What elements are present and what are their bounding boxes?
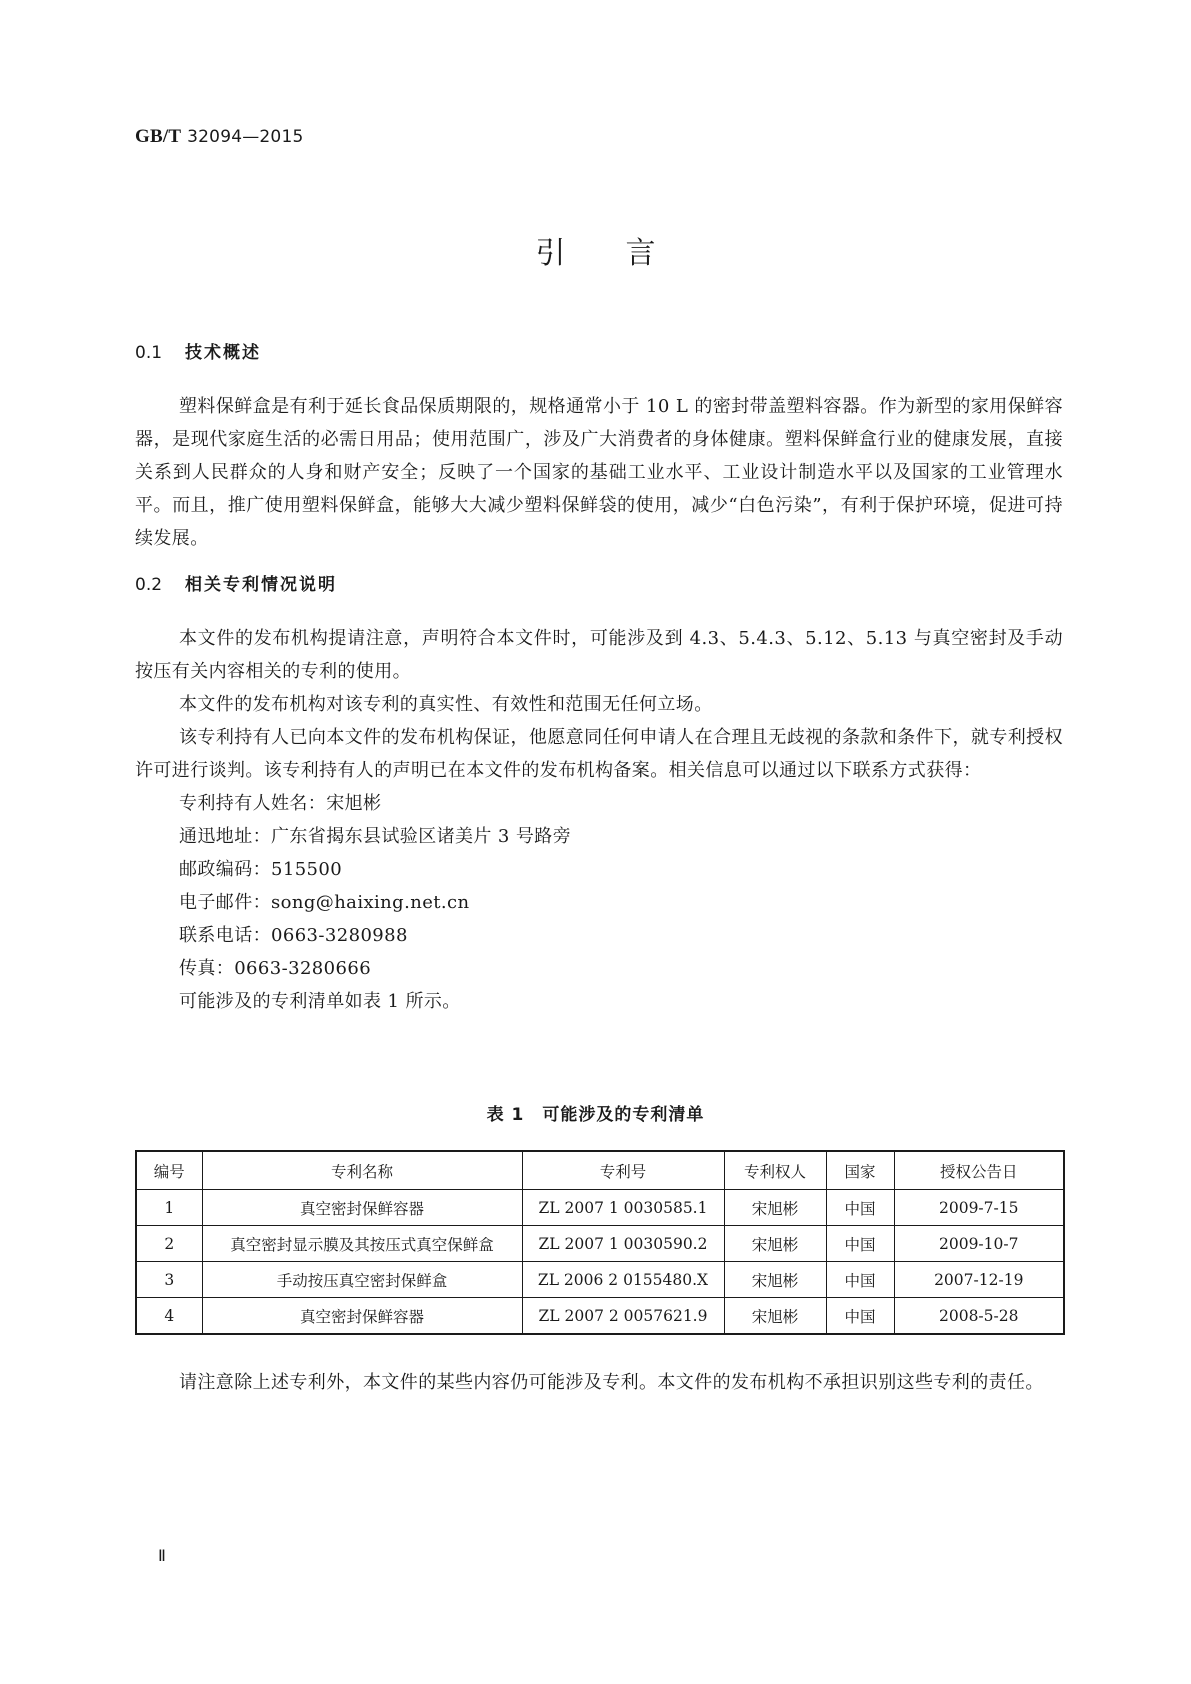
header-holder: 专利权人 <box>724 1151 826 1190</box>
contact-email: 电子邮件：song@haixing.net.cn <box>179 892 470 913</box>
patent-table <box>135 1150 1065 1335</box>
cell-holder: 宋旭彬 <box>724 1226 826 1262</box>
header-grant-date: 授权公告日 <box>894 1151 1064 1190</box>
section-heading-0-2 <box>135 570 337 595</box>
section-heading-0-1 <box>135 338 261 363</box>
cell-number: 4 <box>136 1298 202 1335</box>
contact-postcode: 邮政编码：515500 <box>179 859 343 880</box>
section-title: 技术概述 <box>185 343 261 363</box>
cell-patent-name: 真空密封显示膜及其按压式真空保鲜盒 <box>202 1226 522 1262</box>
contact-fax: 传真：0663-3280666 <box>179 958 372 979</box>
header-number: 编号 <box>136 1151 202 1190</box>
paragraph: 塑料保鲜盒是有利于延长食品保质期限的，规格通常小于 10 L 的密封带盖塑料容器。作为新型的家用保鲜容器，是现代家庭生活的必需日用品；使用范围广，涉及广大消费者的身体健康。塑料保鲜盒行业的健康发展，直接关系到人民群众的人身和财产安全；反映了一个国家的基础工业水平、工业设计制造水平以及国家的工业管理水平。而且，推广使用塑料保鲜盒，能够大大减少塑料保鲜袋的使用，减少“白色污染”，有利于保护环境，促进可持续发展。 <box>135 396 1063 549</box>
paragraph: 请注意除上述专利外，本文件的某些内容仍可能涉及专利。本文件的发布机构不承担识别这些专利的责任。 <box>179 1372 1044 1393</box>
document-header <box>135 126 303 148</box>
header-country: 国家 <box>826 1151 894 1190</box>
cell-holder: 宋旭彬 <box>724 1190 826 1226</box>
cell-patent-id: ZL 2006 2 0155480.X <box>522 1262 724 1298</box>
paragraph: 该专利持有人已向本文件的发布机构保证，他愿意同任何申请人在合理且无歧视的条款和条件下，就专利授权许可进行谈判。该专利持有人的声明已在本文件的发布机构备案。相关信息可以通过以下联系方式获得： <box>135 727 1063 781</box>
standard-prefix: GB/T <box>135 126 182 147</box>
section-body-0-2 <box>135 622 1063 1018</box>
cell-grant-date: 2009-7-15 <box>894 1190 1064 1226</box>
page-number: Ⅱ <box>158 1546 166 1565</box>
cell-holder: 宋旭彬 <box>724 1262 826 1298</box>
table-caption: 表 1 可能涉及的专利清单 <box>486 1105 705 1125</box>
table-row <box>136 1226 1064 1262</box>
cell-patent-name: 真空密封保鲜容器 <box>202 1190 522 1226</box>
cell-country: 中国 <box>826 1298 894 1335</box>
table-row <box>136 1298 1064 1335</box>
cell-patent-name: 真空密封保鲜容器 <box>202 1298 522 1335</box>
cell-grant-date: 2007-12-19 <box>894 1262 1064 1298</box>
cell-number: 3 <box>136 1262 202 1298</box>
cell-country: 中国 <box>826 1262 894 1298</box>
standard-number: 32094—2015 <box>187 127 304 147</box>
page-title: 引言 <box>535 236 716 271</box>
table-header-row <box>136 1151 1064 1190</box>
contact-name: 专利持有人姓名：宋旭彬 <box>179 793 382 814</box>
closing-note <box>135 1366 1063 1399</box>
cell-holder: 宋旭彬 <box>724 1298 826 1335</box>
table-row <box>136 1262 1064 1298</box>
header-patent-name: 专利名称 <box>202 1151 522 1190</box>
cell-patent-id: ZL 2007 2 0057621.9 <box>522 1298 724 1335</box>
cell-patent-id: ZL 2007 1 0030590.2 <box>522 1226 724 1262</box>
cell-patent-name: 手动按压真空密封保鲜盒 <box>202 1262 522 1298</box>
section-number: 0.1 <box>135 343 163 363</box>
header-patent-id: 专利号 <box>522 1151 724 1190</box>
cell-grant-date: 2008-5-28 <box>894 1298 1064 1335</box>
table-reference: 可能涉及的专利清单如表 1 所示。 <box>179 991 461 1012</box>
cell-number: 1 <box>136 1190 202 1226</box>
cell-country: 中国 <box>826 1190 894 1226</box>
cell-number: 2 <box>136 1226 202 1262</box>
table-row <box>136 1190 1064 1226</box>
paragraph: 本文件的发布机构对该专利的真实性、有效性和范围无任何立场。 <box>179 694 713 715</box>
section-title: 相关专利情况说明 <box>185 575 337 595</box>
contact-phone: 联系电话：0663-3280988 <box>179 925 408 946</box>
section-body-0-1 <box>135 390 1063 555</box>
section-number: 0.2 <box>135 575 163 595</box>
cell-country: 中国 <box>826 1226 894 1262</box>
contact-address: 通迅地址：广东省揭东县试验区诸美片 3 号路旁 <box>179 826 572 847</box>
cell-grant-date: 2009-10-7 <box>894 1226 1064 1262</box>
paragraph: 本文件的发布机构提请注意，声明符合本文件时，可能涉及到 4.3、5.4.3、5.12、5.13 与真空密封及手动按压有关内容相关的专利的使用。 <box>135 628 1063 682</box>
cell-patent-id: ZL 2007 1 0030585.1 <box>522 1190 724 1226</box>
